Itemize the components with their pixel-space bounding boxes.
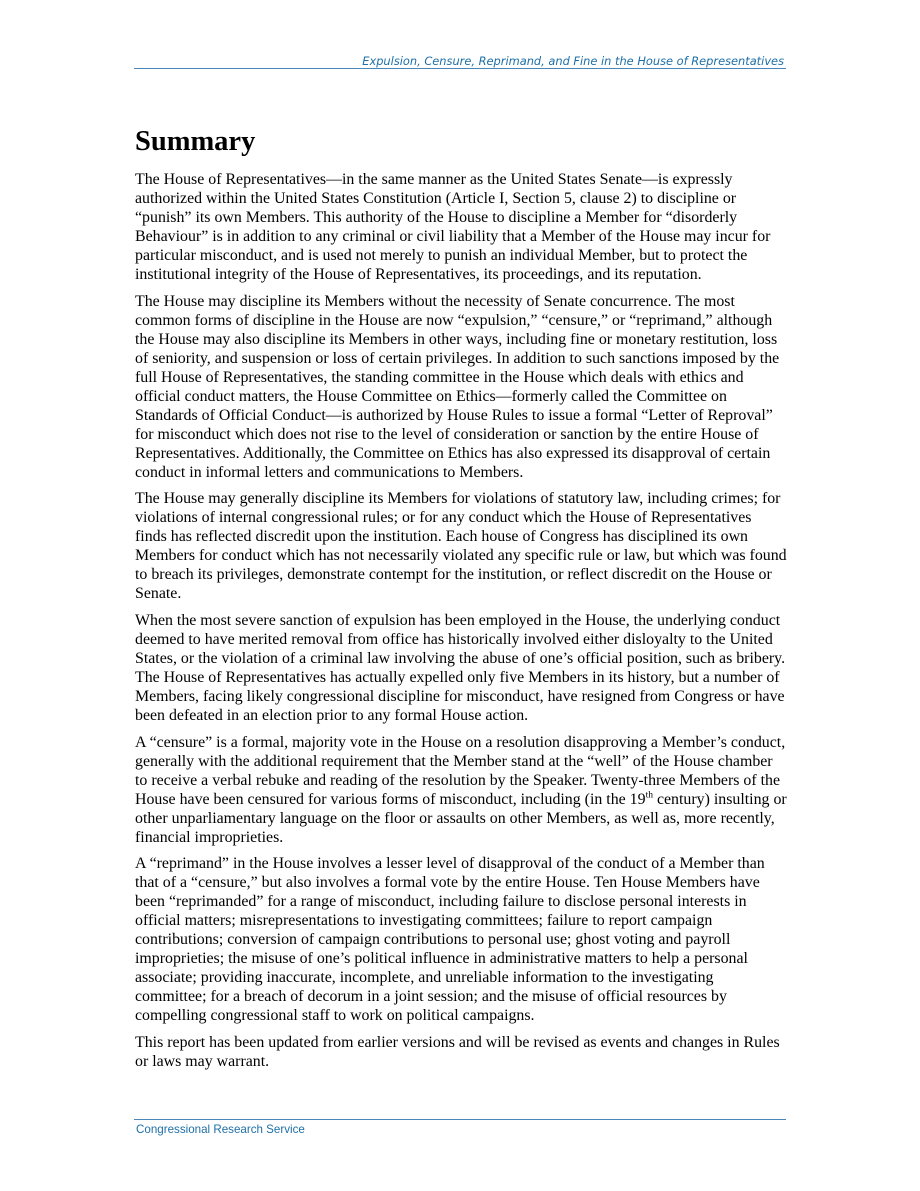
summary-paragraph-censure	[135, 733, 787, 847]
summary-paragraph-authority: The House of Representatives—in the same manner as the United States Senate—is expressly authorized within the United States Constitution (Article I, Section 5, clause 2) to discipline or “punish” its own Members. This authority of the House to discipline a Member for “disorderly Behaviour” is in addition to any criminal or civil liability that a Member of the House may incur for particular misconduct, and is used not merely to punish an individual Member, but to protect the institutional integrity of the House of Representatives, its proceedings, and its reputation.	[135, 171, 771, 283]
footer-divider	[134, 1119, 786, 1120]
ordinal-superscript: th	[645, 790, 653, 801]
summary-paragraph-reprimand: A “reprimand” in the House involves a lesser level of disapproval of the conduct of a Member than that of a “censure,” but also involves a formal vote by the entire House. Ten House Members have been “reprimanded” for a range of misconduct, including failure to disclose personal interests in official matters; misrepresentations to investigating committees; failure to report campaign contributions; conversion of campaign contributions to personal use; ghost voting and payroll improprieties; the misuse of one’s political influence in administrative matters to help a personal associate; providing inaccurate, incomplete, and unreliable information to the investigating committee; for a breach of decorum in a joint session; and the misuse of official resources by compelling congressional staff to work on political campaigns.	[135, 855, 765, 1025]
summary-paragraph-forms-of-discipline: The House may discipline its Members without the necessity of Senate concurrence. The most common forms of discipline in the House are now “expulsion,” “censure,” or “reprimand,” although the House may also discipline its Members in other ways, including fine or monetary restitution, loss of seniority, and suspension or loss of certain privileges. In addition to such sanctions imposed by the full House of Representatives, the standing committee in the House which deals with ethics and official conduct matters, the House Committee on Ethics—formerly called the Committee on Standards of Official Conduct—is authorized by House Rules to issue a formal “Letter of Reproval” for misconduct which does not rise to the level of consideration or sanction by the entire House of Representatives. Additionally, the Committee on Ethics has also expressed its disapproval of certain conduct in informal letters and communications to Members.	[135, 292, 780, 481]
censure-text-start: A “censure” is a formal, majority vote in the House on a resolution disapproving a Member’s conduct, generally with the additional requirement that the Member stand at the “well” of the House chamber to receive a verbal rebuke and reading of the resolution by the Speaker. Twenty-three Members of the House have been censured for various forms of misconduct, including (in the 19	[135, 733, 786, 808]
summary-paragraph-expulsion: When the most severe sanction of expulsion has been employed in the House, the underlying conduct deemed to have merited removal from office has historically involved either disloyalty to the United States, or the violation of a criminal law involving the abuse of one’s official position, such as bribery. The House of Representatives has actually expelled only five Members in its history, but a number of Members, facing likely congressional discipline for misconduct, have resigned from Congress or have been defeated in an election prior to any formal House action.	[135, 612, 786, 725]
censure-text-end: century) insulting or other unparliamentary language on the floor or assaults on other Members, as well as, more recently, financial improprieties.	[135, 790, 787, 846]
summary-paragraph-grounds: The House may generally discipline its Members for violations of statutory law, including crimes; for violations of internal congressional rules; or for any conduct which the House of Representatives finds has reflected discredit upon the institution. Each house of Congress has disciplined its own Members for conduct which has not necessarily violated any specific rule or law, but which was found to breach its privileges, demonstrate contempt for the institution, or reflect discredit on the House or Senate.	[135, 490, 787, 603]
running-header-title: Expulsion, Censure, Reprimand, and Fine in the House of Representatives	[362, 54, 784, 68]
page-content	[135, 122, 787, 1079]
page-title: Summary	[135, 126, 256, 157]
footer-publisher: Congressional Research Service	[136, 1123, 305, 1136]
summary-paragraph-update-note: This report has been updated from earlier versions and will be revised as events and changes in Rules or laws may warrant.	[135, 1034, 780, 1071]
header-divider	[134, 68, 786, 69]
